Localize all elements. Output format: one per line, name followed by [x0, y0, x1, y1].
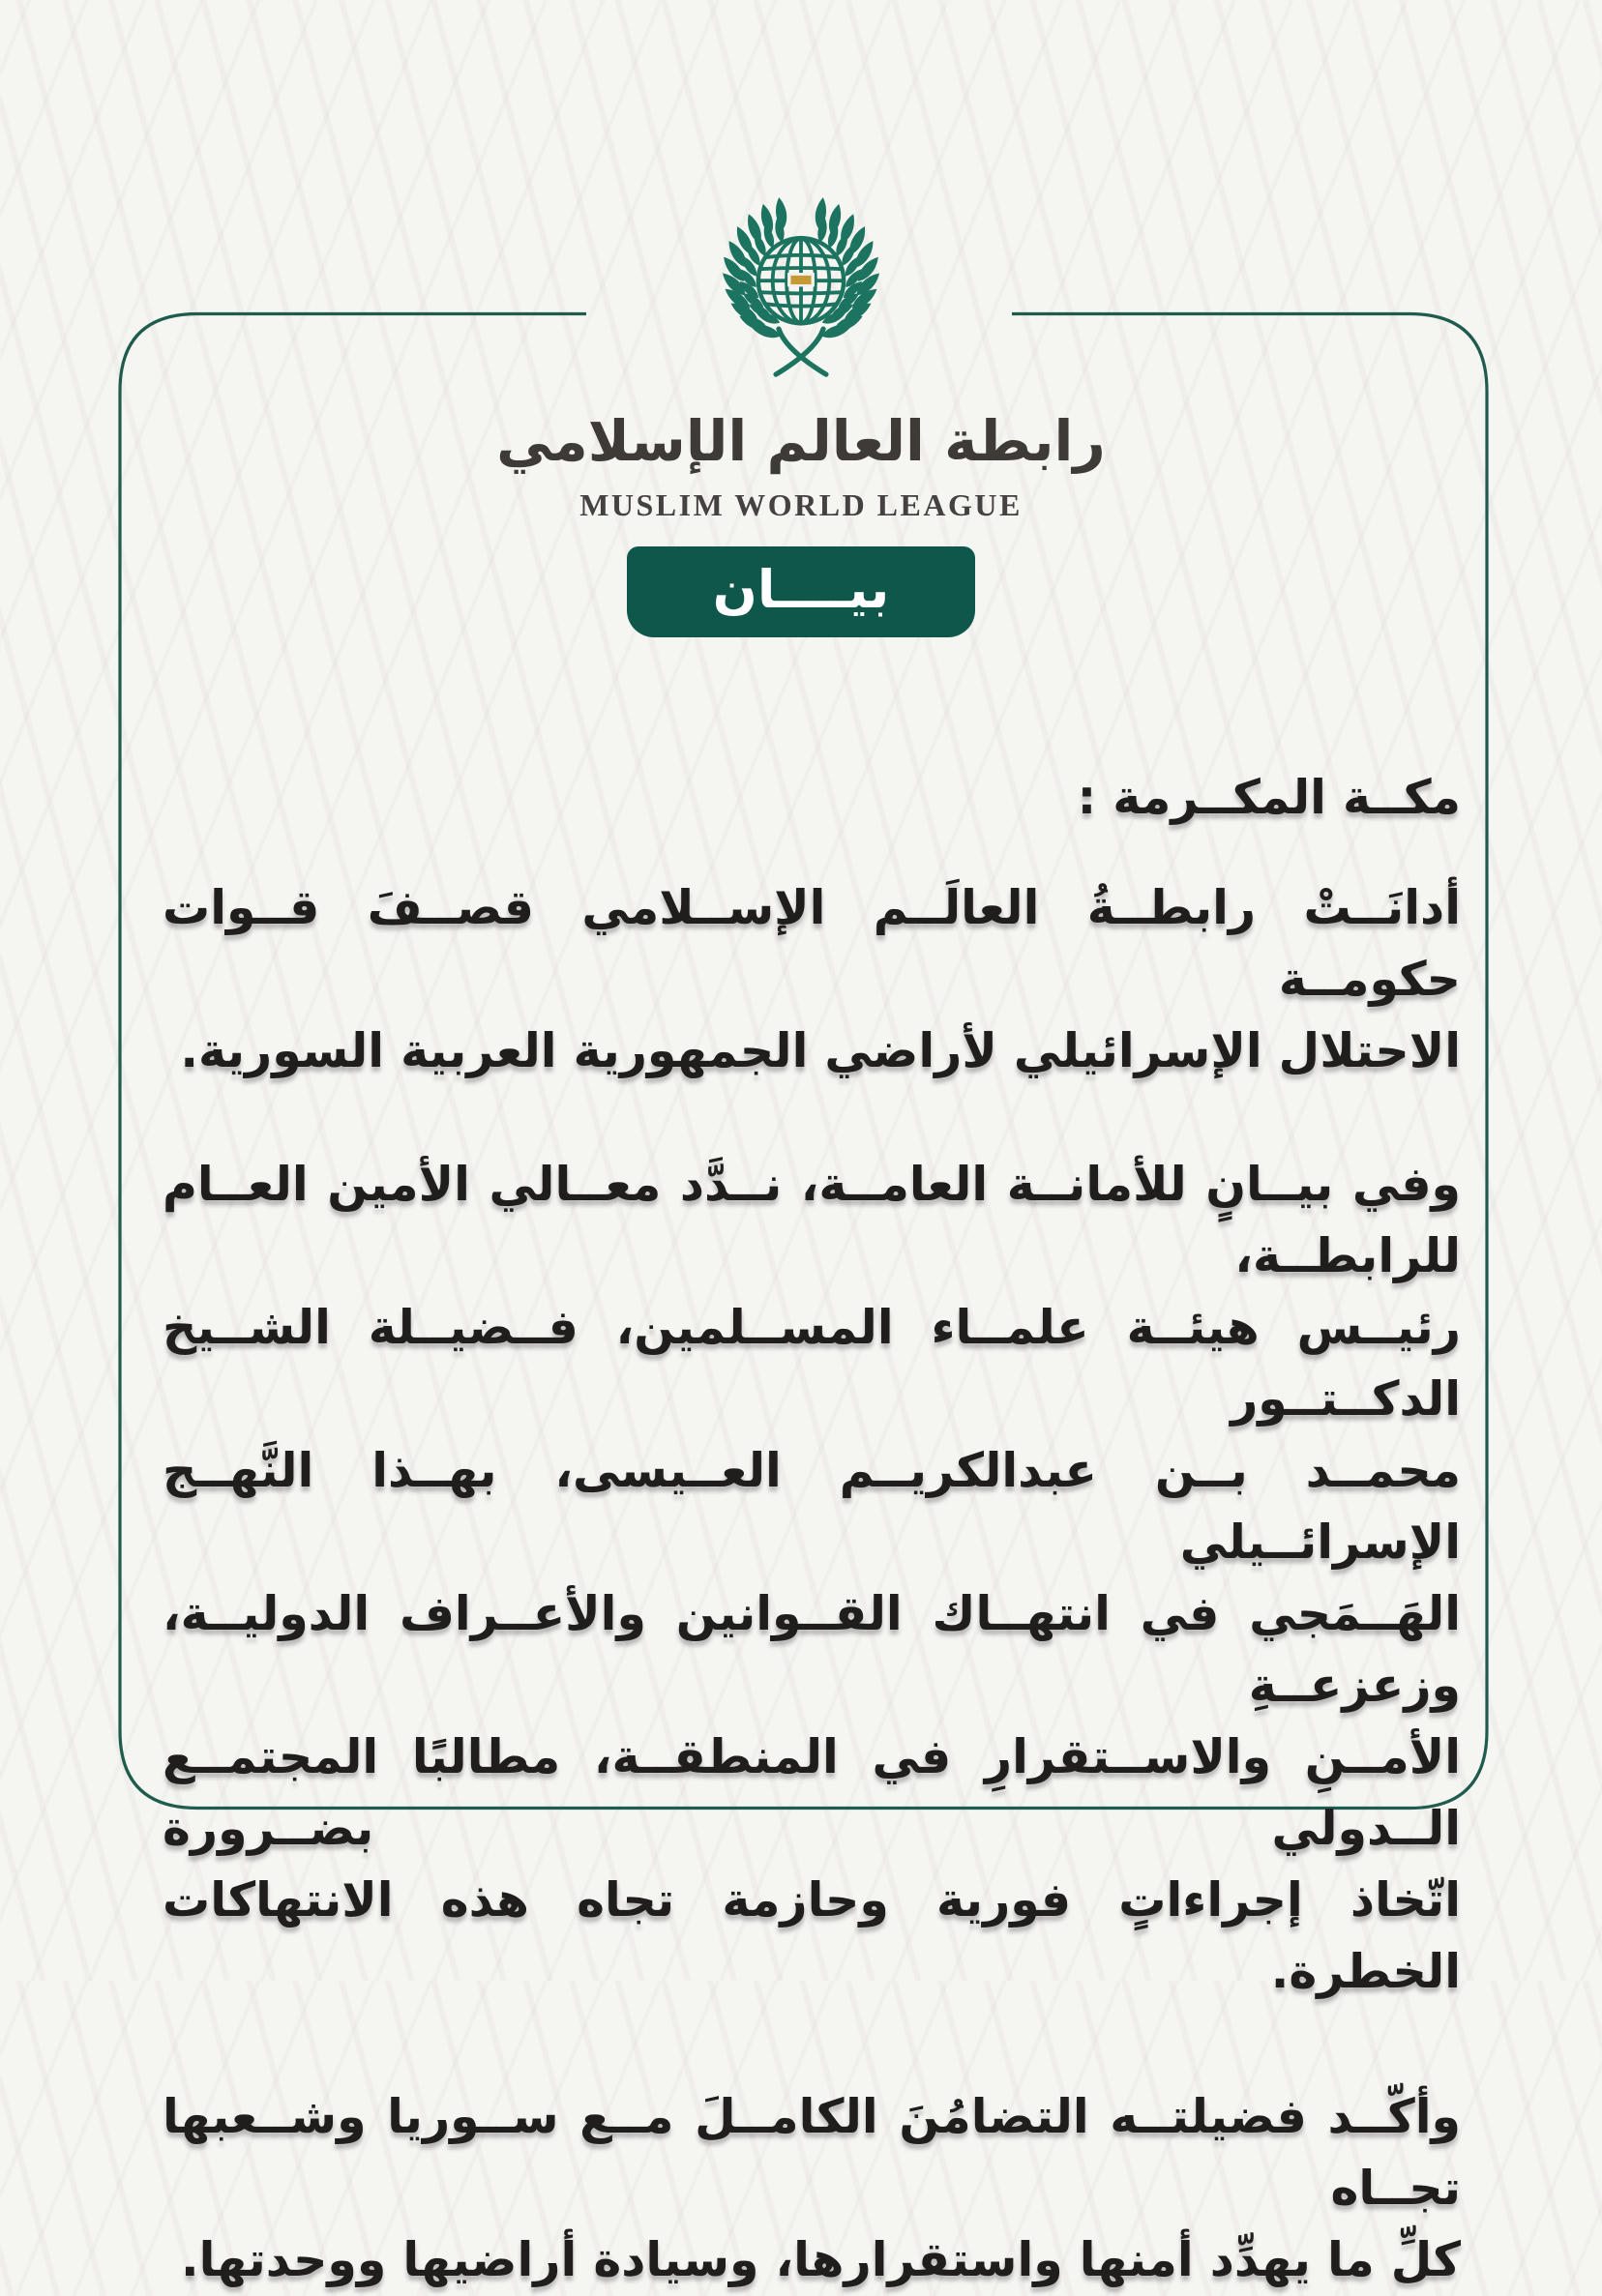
statement-line: الاحتلال الإسرائيلي لأراضي الجمهورية العربية السورية.: [180, 1023, 1461, 1078]
statement-banner-label: بيــــان: [712, 558, 890, 620]
org-name-english: MUSLIM WORLD LEAGUE: [579, 487, 1023, 522]
statement-line: الهَــمَجي في انتهــاك القــوانين والأعــراف الدوليــة، وزعزعــةِ: [163, 1586, 1461, 1713]
statement-line: أدانَــتْ رابطــةُ العالَــم الإســلامي قصــفَ قــوات حكومــة: [163, 880, 1461, 1007]
statement-line: رئيــس هيئــة علمــاء المســلمين، فــضيــلة الشــيخ الدكــتــور: [163, 1300, 1461, 1427]
statement-line: وأكّــد فضيلتــه التضامُنَ الكامــلَ مــع ســوريا وشــعبها تجــاه: [163, 2089, 1461, 2216]
statement-line: اتّخاذ إجراءاتٍ فورية وحازمة تجاه هذه الانتهاكات الخطرة.: [163, 1872, 1461, 1999]
statement-banner: [627, 546, 975, 637]
kaaba-gold-rect: [790, 276, 811, 284]
dateline: مكــة المكــرمة :: [1077, 770, 1461, 825]
statement-line: كلِّ ما يهدِّد أمنها واستقرارها، وسيادة أراضيها ووحدتها.: [181, 2232, 1461, 2287]
mwl-emblem-logo: [708, 190, 894, 381]
paragraph-secretary-general: [163, 1149, 1461, 2008]
globe-icon: [758, 238, 844, 323]
wreath-stems: [776, 329, 826, 374]
statement-line: وفي بيــانٍ للأمانــة العامــة، نــدَّد معــالي الأمين العــام للرابطــة،: [163, 1157, 1461, 1283]
org-name-arabic-calligraphy: رابطة العالم الإسلامي: [496, 408, 1106, 474]
paragraph-condemnation: [163, 872, 1461, 1087]
paragraph-solidarity: [163, 2081, 1461, 2296]
statement-body: [163, 762, 1461, 2296]
header: [0, 190, 1602, 637]
statement-line: محمــد بــن عبدالكريــم العــيسى، بهــذا النَّهــج الإسرائــيلي: [163, 1443, 1461, 1570]
statement-line: الأمــنِ والاســتقرارِ في المنطقــة، مطالبًا المجتمــع الــدولي بضــرورة: [163, 1729, 1461, 1856]
